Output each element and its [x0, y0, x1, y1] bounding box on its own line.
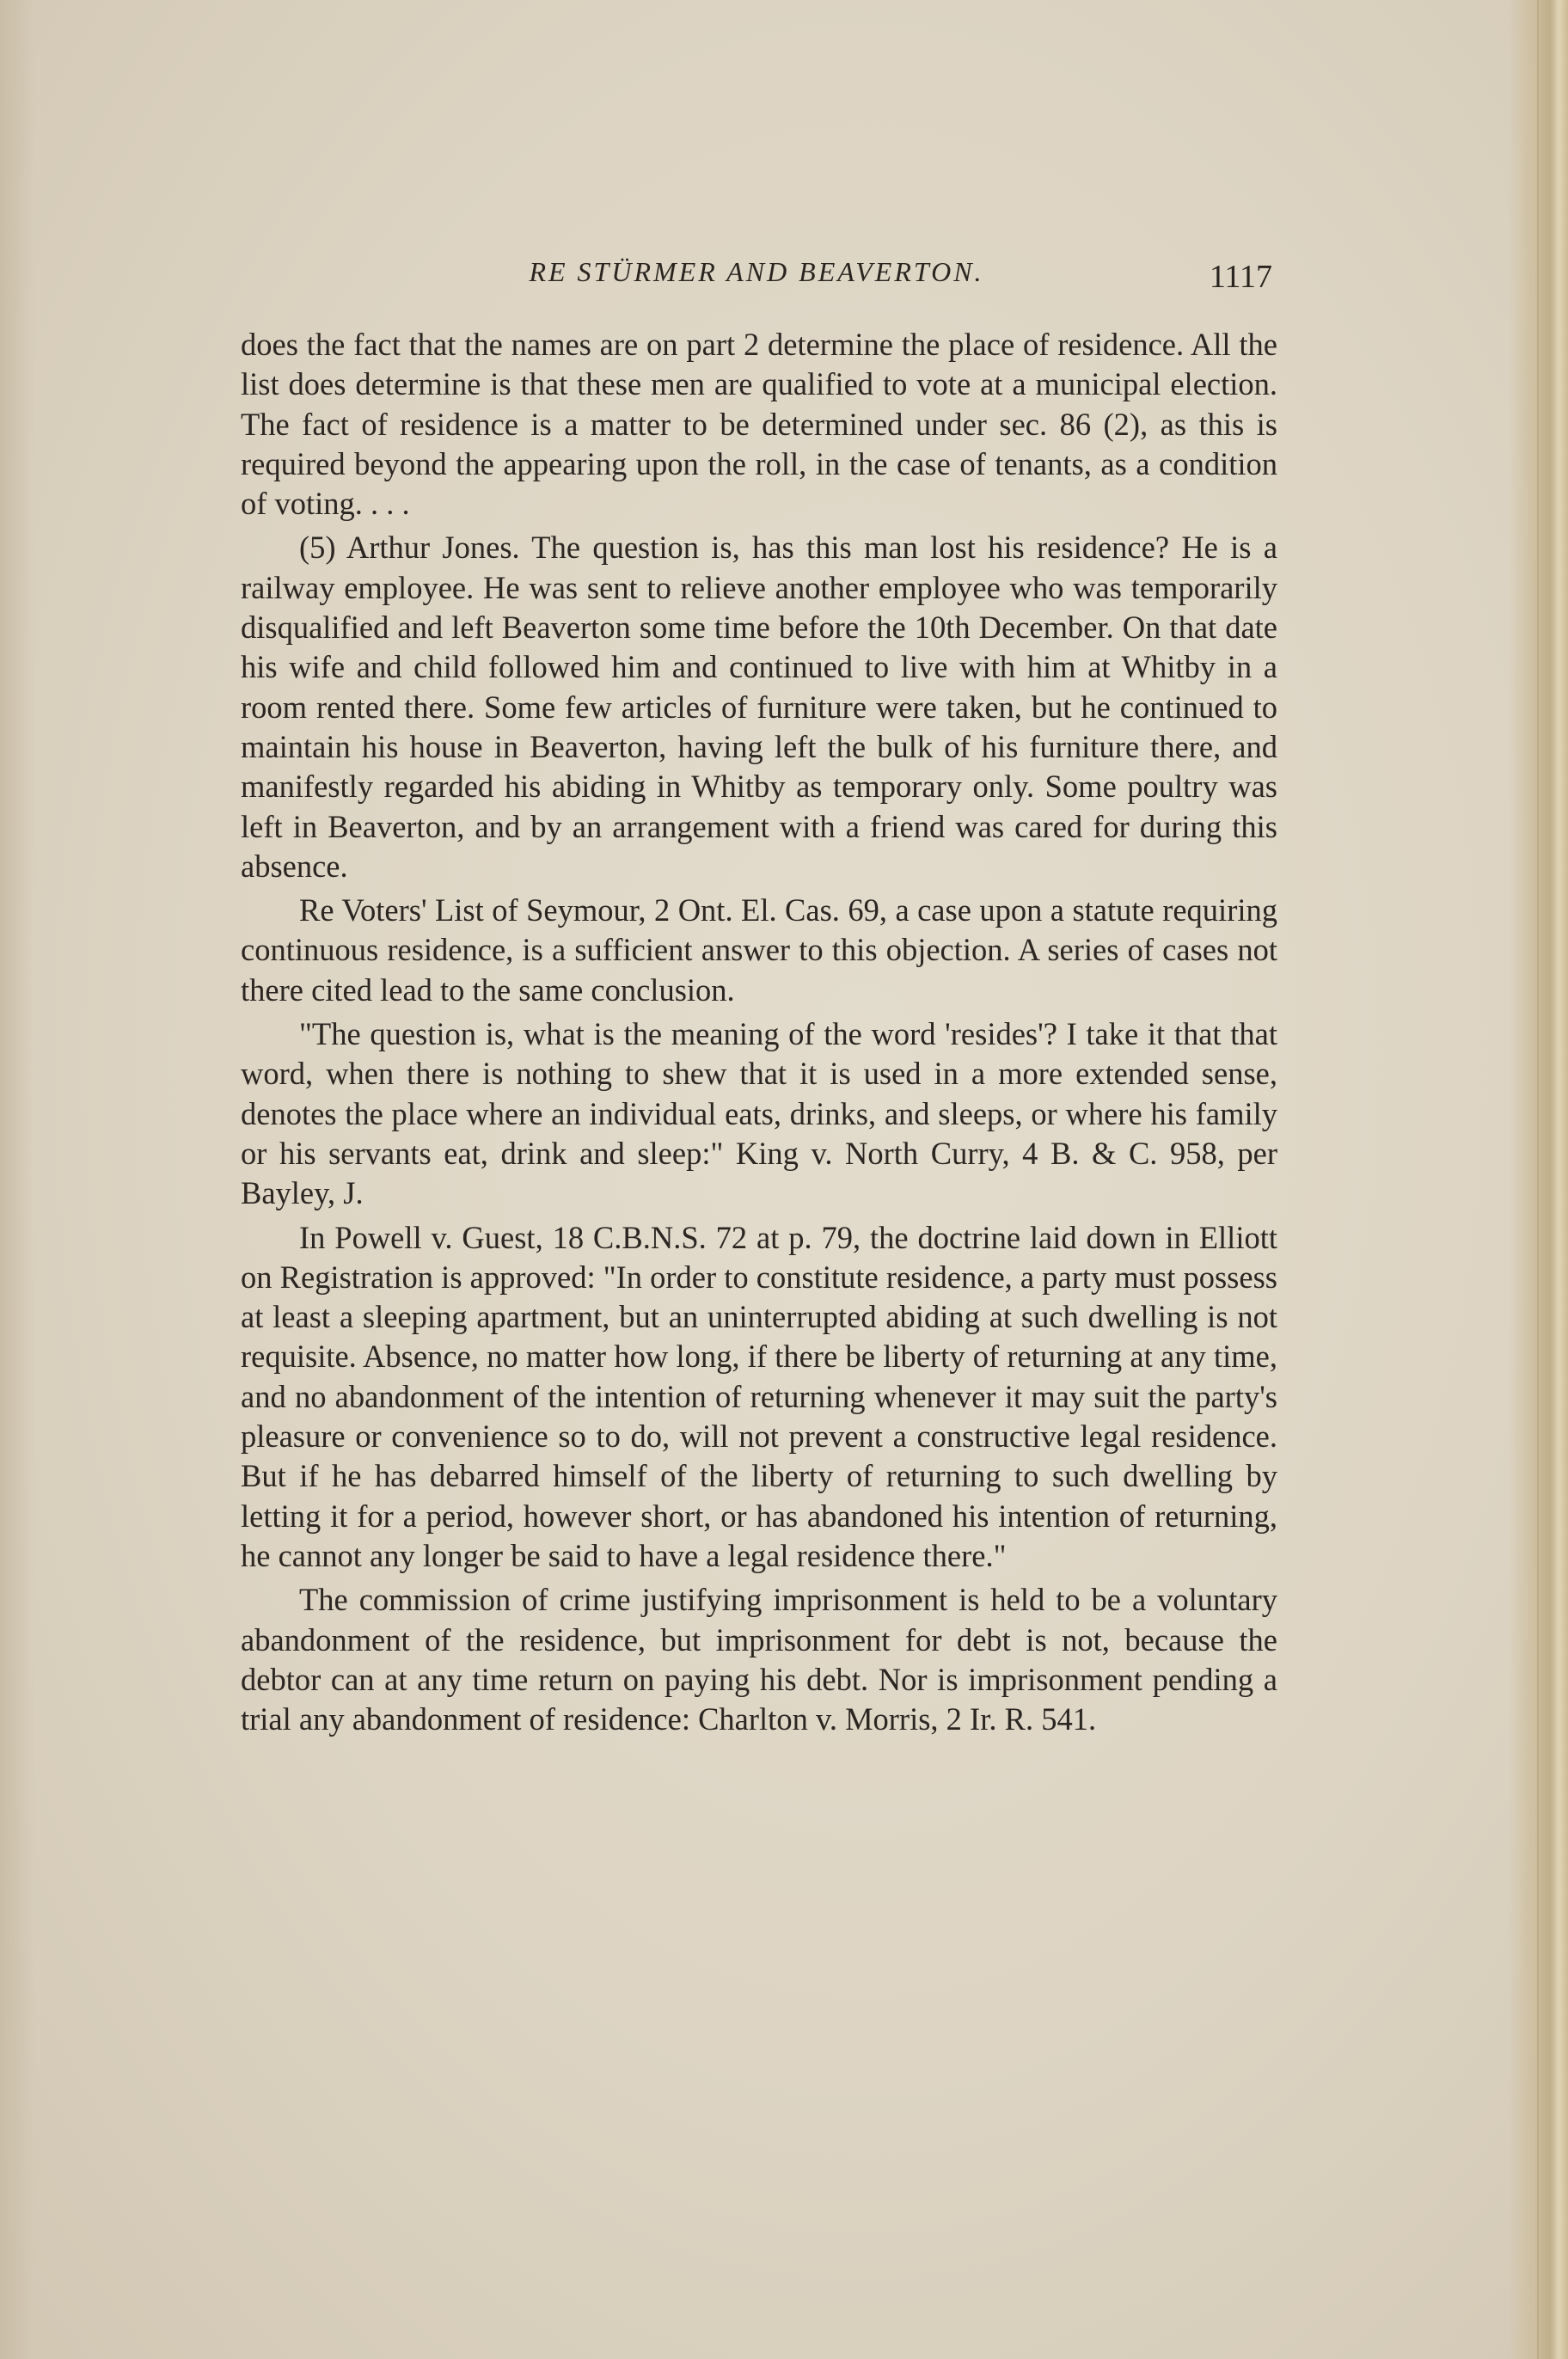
paragraph-seymour-case: Re Voters' List of Seymour, 2 Ont. El. Cas. 69, a case upon a statute requiring continuous residence, is a sufficient answer to this objection. A series of cases not there cited lead to the same conclusion.	[241, 892, 1277, 1008]
page-number: 1117	[1209, 259, 1272, 295]
paragraph-continuation: does the fact that the names are on part 2 determine the place of residence. All the list does determine is that these men are qualified to vote at a municipal election. The fact of residence is a matter to be determined under sec. 86 (2), as this is required beyond the appearing upon the roll, in the case of tenants, as a condition of voting. . . .	[241, 327, 1277, 522]
page-edge-line	[1537, 0, 1539, 2359]
body-text	[241, 325, 1277, 1739]
paragraph-powell-guest: In Powell v. Guest, 18 C.B.N.S. 72 at p. 79, the doctrine laid down in Elliott on Registration is approved: "In order to constitute residence, a party must possess at least a sleeping apartment, but an uninterrupted abiding at such dwelling is not requisite. Absence, no matter how long, if there be liberty of returning at any time, and no abandonment of the intention of returning whenever it may suit the party's pleasure or convenience so to do, will not prevent a constructive legal residence. But if he has debarred himself of the liberty of returning to such dwelling by letting it for a period, however short, or has abandoned his intention of returning, he cannot any longer be said to have a legal residence there."	[241, 1219, 1277, 1573]
running-head: RE STÜRMER AND BEAVERTON.	[529, 256, 984, 287]
page-left-shadow	[0, 0, 34, 2359]
page-header	[241, 256, 1272, 308]
paragraph-imprisonment: The commission of crime justifying imprisonment is held to be a voluntary abandonment of the residence, but imprisonment for debt is not, because the debtor can at any time return on paying his debt. Nor is imprisonment pending a trial any abandonment of residence: Charlton v. Morris, 2 Ir. R. 541.	[241, 1582, 1277, 1737]
paragraph-arthur-jones: (5) Arthur Jones. The question is, has this man lost his residence? He is a railway employee. He was sent to relieve another employee who was temporarily disqualified and left Beaverton some time before the 10th December. On that date his wife and child followed him and continued to live with him at Whitby in a room rented there. Some few articles of furniture were taken, but he continued to maintain his house in Beaverton, having left the bulk of his furniture there, and manifestly regarded his abiding in Whitby as temporary only. Some poultry was left in Beaverton, and by an arrangement with a friend was cared for during this absence.	[241, 530, 1277, 884]
paragraph-resides-quote: "The question is, what is the meaning of the word 'resides'? I take it that that word, when there is nothing to shew that it is used in a more extended sense, denotes the place where an individual eats, drinks, and sleeps, or where his family or his servants eat, drink and sleep:" King v. North Curry, 4 B. & C. 958, per Bayley, J.	[241, 1016, 1277, 1211]
